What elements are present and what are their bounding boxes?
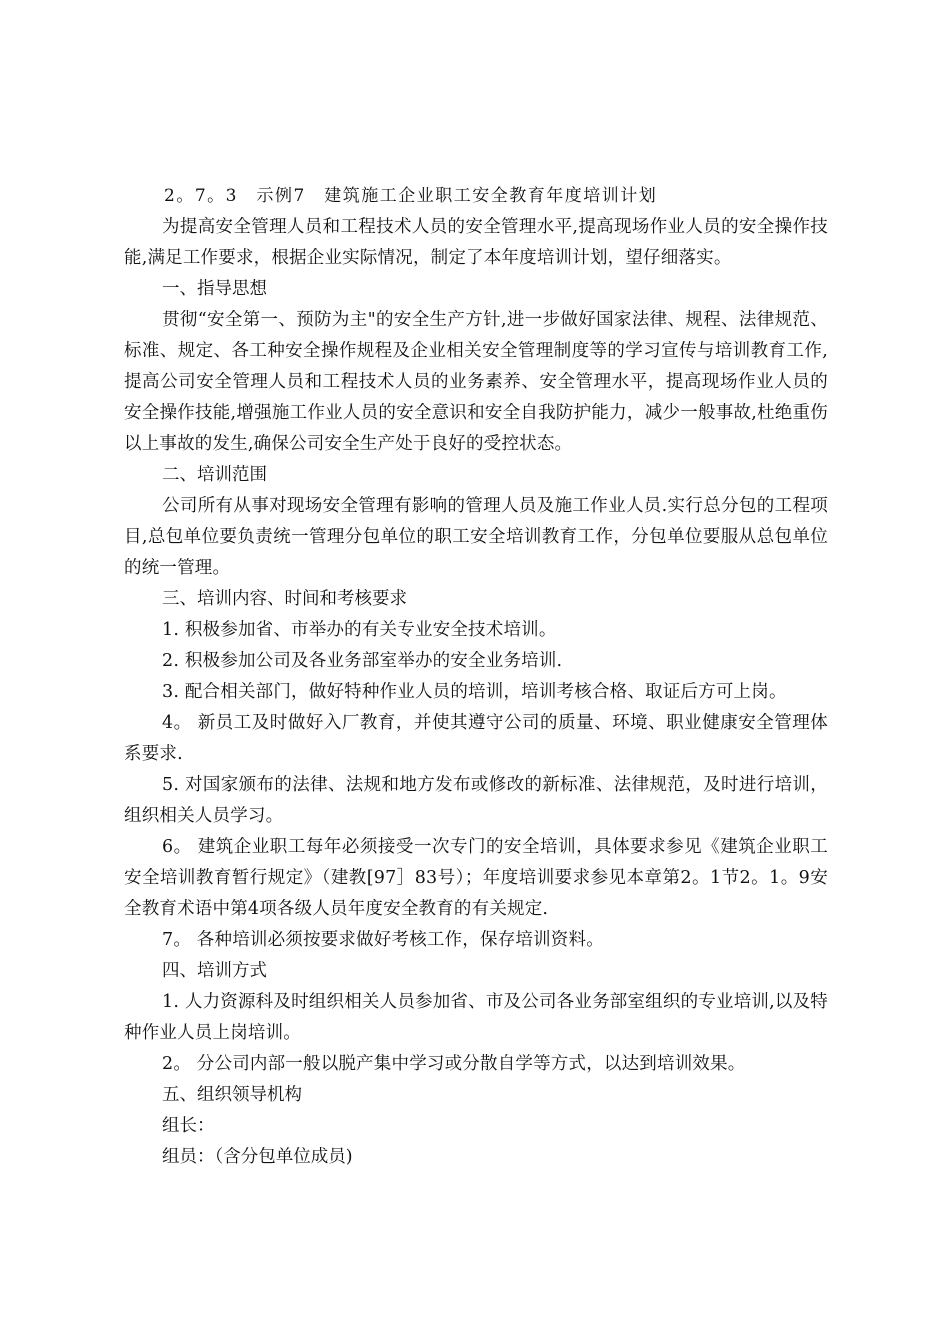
document-title: 2。7。3 示例7 建筑施工企业职工安全教育年度培训计划 xyxy=(164,186,658,206)
training-method-item: 1. 人力资源科及时组织相关人员参加省、市及公司各业务部室组织的专业培训,以及特种作业人员上岗培训。 xyxy=(124,992,828,1043)
section-heading-training-methods: 四、培训方式 xyxy=(162,961,267,981)
training-content-item: 5. 对国家颁布的法律、法规和地方发布或修改的新标准、法律规范，及时进行培训，组织相关人员学习。 xyxy=(124,775,828,826)
training-content-item: 3. 配合相关部门，做好特种作业人员的培训，培训考核合格、取证后方可上岗。 xyxy=(162,682,787,702)
intro-paragraph: 为提高安全管理人员和工程技术人员的安全管理水平,提高现场作业人员的安全操作技能,满足工作要求，根据企业实际情况，制定了本年度培训计划，望仔细落实。 xyxy=(124,217,828,268)
training-content-item: 4。 新员工及时做好入厂教育，并使其遵守公司的质量、环境、职业健康安全管理体系要求. xyxy=(124,713,828,764)
training-content-item: 6。 建筑企业职工每年必须接受一次专门的安全培训，具体要求参见《建筑企业职工安全培训教育暂行规定》（建教[97］83号）；年度培训要求参见本章第2。1节2。1。9安全教育术语中第4项各级人员年度安全教育的有关规定. xyxy=(124,837,828,919)
group-members-line: 组员：（含分包单位成员) xyxy=(162,1147,353,1167)
section-heading-organization: 五、组织领导机构 xyxy=(162,1085,302,1105)
training-scope-paragraph: 公司所有从事对现场安全管理有影响的管理人员及施工作业人员.实行总分包的工程项目,总包单位要负责统一管理分包单位的职工安全培训教育工作，分包单位要服从总包单位的统一管理。 xyxy=(124,496,828,578)
training-content-item: 2. 积极参加公司及各业务部室举办的安全业务培训. xyxy=(162,651,563,671)
document-page xyxy=(124,182,828,1173)
section-heading-guiding-thought: 一、指导思想 xyxy=(162,279,267,299)
training-method-item: 2。 分公司内部一般以脱产集中学习或分散自学等方式，以达到培训效果。 xyxy=(162,1054,746,1074)
section-heading-training-content: 三、培训内容、时间和考核要求 xyxy=(162,589,407,609)
guiding-thought-paragraph: 贯彻“安全第一、预防为主"的安全生产方针,进一步做好国家法律、规程、法律规范、标准、规定、各工种安全操作规程及企业相关安全管理制度等的学习宣传与培训教育工作,提高公司安全管理人员和工程技术人员的业务素养、安全管理水平，提高现场作业人员的安全操作技能,增强施工作业人员的安全意识和安全自我防护能力，减少一般事故,杜绝重伤以上事故的发生,确保公司安全生产处于良好的受控状态。 xyxy=(124,310,828,454)
group-leader-line: 组长： xyxy=(162,1116,215,1136)
section-heading-training-scope: 二、培训范围 xyxy=(162,465,267,485)
training-content-item: 7。 各种培训必须按要求做好考核工作，保存培训资料。 xyxy=(162,930,604,950)
training-content-item: 1. 积极参加省、市举办的有关专业安全技术培训。 xyxy=(162,620,557,640)
